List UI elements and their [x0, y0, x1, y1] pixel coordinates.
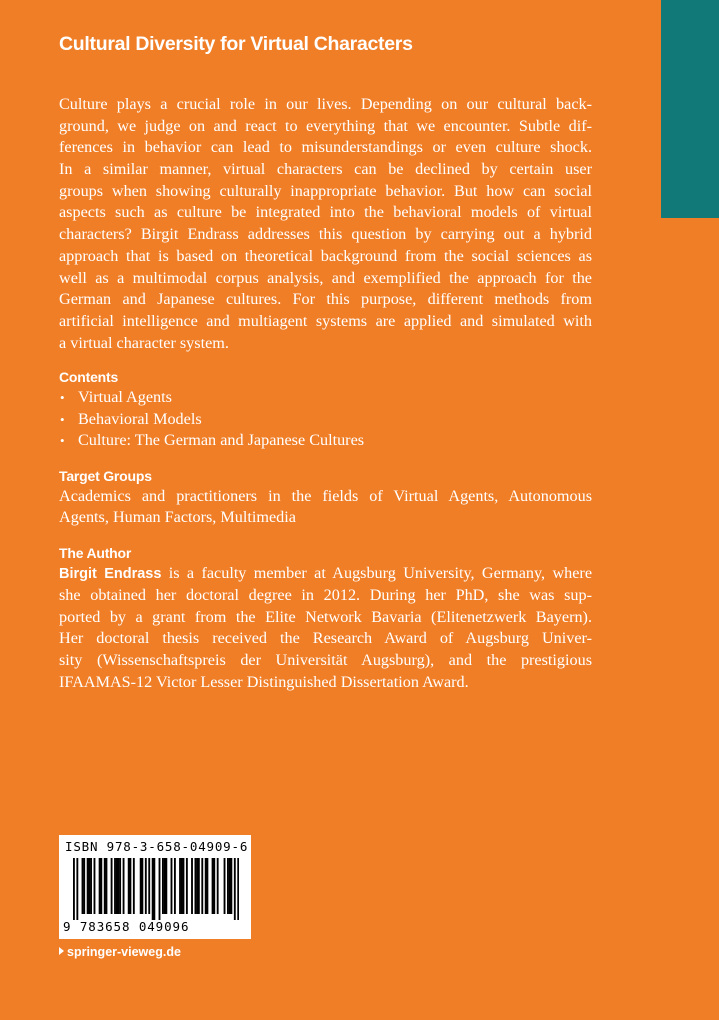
- author-name: Birgit Endrass: [59, 566, 162, 583]
- publisher-link[interactable]: [59, 945, 181, 959]
- isbn-label: ISBN 978-3-658-04909-6: [65, 839, 249, 854]
- arrow-right-icon: [59, 947, 64, 955]
- author-line: [59, 563, 592, 585]
- list-item: • Virtual Agents: [59, 387, 592, 409]
- book-title: Cultural Diversity for Virtual Characters: [59, 33, 413, 55]
- intro-line: characters? Birgit Endrass addresses this question by carrying out a hybrid: [59, 225, 592, 244]
- list-item: • Culture: The German and Japanese Cultures: [59, 430, 592, 452]
- author-line: Her doctoral thesis received the Research Award of Augsburg Univer-: [59, 629, 592, 648]
- intro-line: artificial intelligence and multiagent systems are applied and simulated with: [59, 311, 592, 330]
- author-line: ported by a grant from the Elite Network Bavaria (Elitenetzwerk Bayern).: [59, 607, 592, 626]
- target-groups-line: Agents, Human Factors, Multimedia: [59, 508, 296, 527]
- intro-line: aspects such as culture be integrated into the behavioral models of virtual: [59, 203, 592, 222]
- intro-line: Culture plays a crucial role in our lives. Depending on our cultural back-: [59, 95, 592, 113]
- intro-line: approach that is based on theoretical background from the social sciences as: [59, 246, 592, 265]
- intro-line: well as a multimodal corpus analysis, and exemplified the approach for the: [59, 268, 592, 287]
- contents-heading: Contents: [59, 369, 119, 386]
- isbn-barcode: [59, 835, 251, 939]
- author-section: [59, 543, 592, 693]
- author-line: IFAAMAS-12 Victor Lesser Distinguished Dissertation Award.: [59, 672, 469, 691]
- target-groups-line: Academics and practitioners in the fields of Virtual Agents, Autonomous: [59, 486, 592, 505]
- author-heading: The Author: [59, 545, 132, 562]
- intro-line: ferences in behavior can lead to misunderstandings or even culture shock.: [59, 138, 592, 157]
- author-line: sity (Wissenschaftspreis der Universität Augsburg), and the prestigious: [59, 650, 592, 669]
- intro-line: groups when showing culturally inappropriate behavior. But how can social: [59, 181, 592, 200]
- contents-list: [59, 387, 592, 452]
- intro-line: ground, we judge on and react to everything that we encounter. Subtle dif-: [59, 116, 592, 135]
- intro-line: a virtual character system.: [59, 333, 229, 352]
- target-groups-heading: Target Groups: [59, 467, 152, 484]
- intro-line: In a similar manner, virtual characters can be declined by certain user: [59, 160, 592, 179]
- target-groups-section: [59, 466, 592, 529]
- contents-section: [59, 367, 592, 452]
- accent-bar: [661, 0, 719, 218]
- author-line: she obtained her doctoral degree in 2012. During her PhD, she was sup-: [59, 585, 592, 604]
- intro-line: German and Japanese cultures. For this purpose, different methods from: [59, 290, 592, 309]
- intro-paragraph: [59, 94, 592, 354]
- publisher-url: springer-vieweg.de: [67, 945, 181, 959]
- list-item: • Behavioral Models: [59, 409, 592, 431]
- barcode-digits: 9 783658 049096: [63, 919, 190, 934]
- author-line-rest: is a faculty member at Augsburg University, Germany, where: [161, 564, 592, 583]
- barcode-image: [73, 858, 239, 920]
- back-cover-text: [59, 94, 592, 693]
